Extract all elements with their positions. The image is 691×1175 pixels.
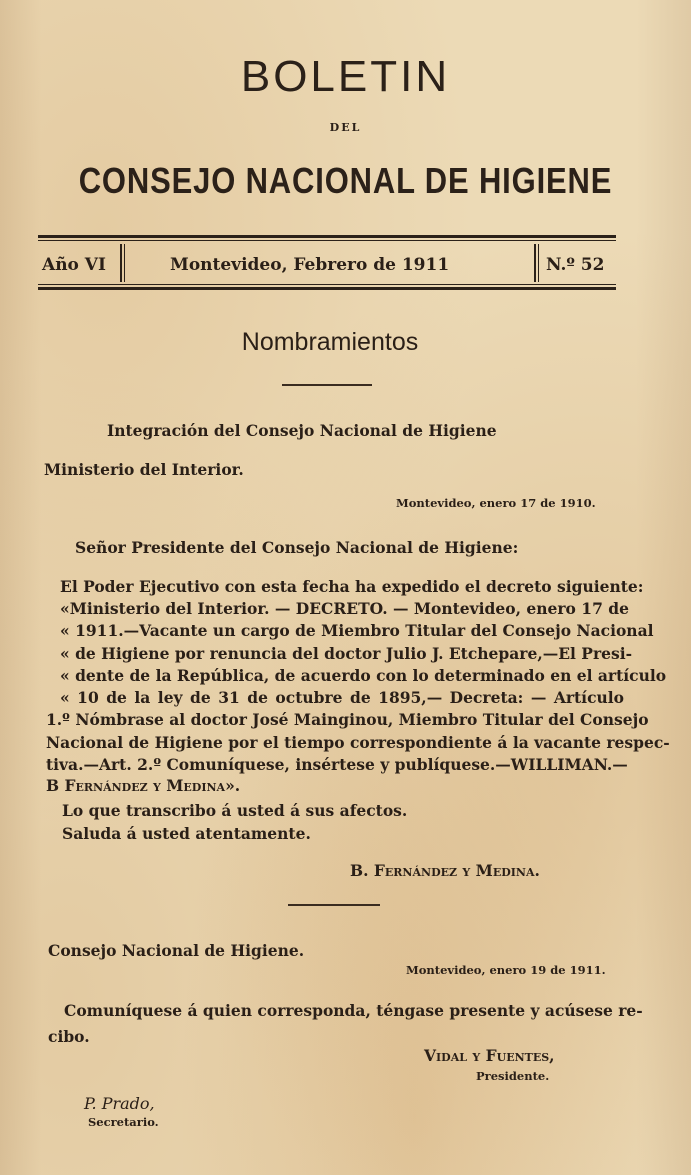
header-divider-left — [120, 244, 122, 282]
masthead-title: BOLETIN — [240, 52, 451, 101]
letter1-salutation: Señor Presidente del Consejo Nacional de Higiene: — [75, 538, 519, 557]
letter2-sender: Consejo Nacional de Higiene. — [48, 941, 305, 960]
header-top-rule — [38, 235, 616, 238]
letter1-line-1: «Ministerio del Interior. — DECRETO. — Montevideo, enero 17 de — [60, 599, 629, 618]
header-bottom-rule-thick — [38, 287, 616, 290]
letter2-date: Montevideo, enero 19 de 1911. — [406, 963, 606, 977]
letter-divider — [288, 904, 380, 906]
letter2-secretary: P. Prado, — [84, 1094, 155, 1113]
letter1-line-7: Nacional de Higiene por el tiempo correspondiente á la vacante respec- — [46, 733, 670, 752]
letter1-line-5: « 10 de la ley de 31 de octubre de 1895,— Decreta: — Artículo — [60, 688, 624, 707]
letter1-line-3: « de Higiene por renuncia del doctor Julio J. Etchepare,—El Presi- — [60, 644, 633, 663]
section-title: Nombramientos — [241, 328, 419, 356]
header-bottom-rule — [38, 284, 616, 285]
letter1-closing-2: Saluda á usted atentamente. — [62, 824, 311, 843]
letter1-date: Montevideo, enero 17 de 1910. — [396, 496, 596, 510]
letter1-line-0: El Poder Ejecutivo con esta fecha ha expedido el decreto siguiente: — [60, 577, 644, 596]
header-top-rule-thin — [38, 240, 616, 241]
header-year: Año VI — [42, 255, 106, 275]
letter2-signature-role: Presidente. — [476, 1069, 550, 1083]
header-divider-right — [534, 244, 536, 282]
letter1-line-9: B Fernández y Medina». — [46, 776, 241, 795]
masthead-subtitle: CONSEJO NACIONAL DE HIGIENE — [78, 160, 613, 201]
header-divider-right-2 — [538, 244, 539, 282]
section-divider — [282, 384, 372, 386]
letter1-line-8: tiva.—Art. 2.º Comuníquese, insértese y publíquese.—WILLIMAN.— — [46, 755, 628, 774]
letter2-signature: Vidal y Fuentes, — [424, 1046, 555, 1065]
letter1-sender: Ministerio del Interior. — [44, 460, 244, 479]
letter1-line-6: 1.º Nómbrase al doctor José Mainginou, Miembro Titular del Consejo — [46, 710, 649, 729]
letter1-line-4: « dente de la República, de acuerdo con lo determinado en el artículo — [60, 666, 667, 685]
section-subtitle: Integración del Consejo Nacional de Higiene — [107, 421, 497, 440]
header-number: N.º 52 — [546, 255, 605, 275]
letter1-closing-1: Lo que transcribo á usted á sus afectos. — [62, 801, 408, 820]
letter2-secretary-role: Secretario. — [88, 1115, 159, 1129]
header-divider-left-2 — [124, 244, 125, 282]
letter2-line-1: Comuníquese á quien corresponda, téngase presente y acúsese re- — [64, 1001, 643, 1020]
letter2-line-2: cibo. — [48, 1027, 90, 1046]
masthead-connector: DEL — [329, 121, 362, 134]
header-place-date: Montevideo, Febrero de 1911 — [170, 255, 450, 275]
letter1-line-2: « 1911.—Vacante un cargo de Miembro Titular del Consejo Nacional — [60, 621, 654, 640]
letter1-signature: B. Fernández y Medina. — [350, 861, 540, 880]
